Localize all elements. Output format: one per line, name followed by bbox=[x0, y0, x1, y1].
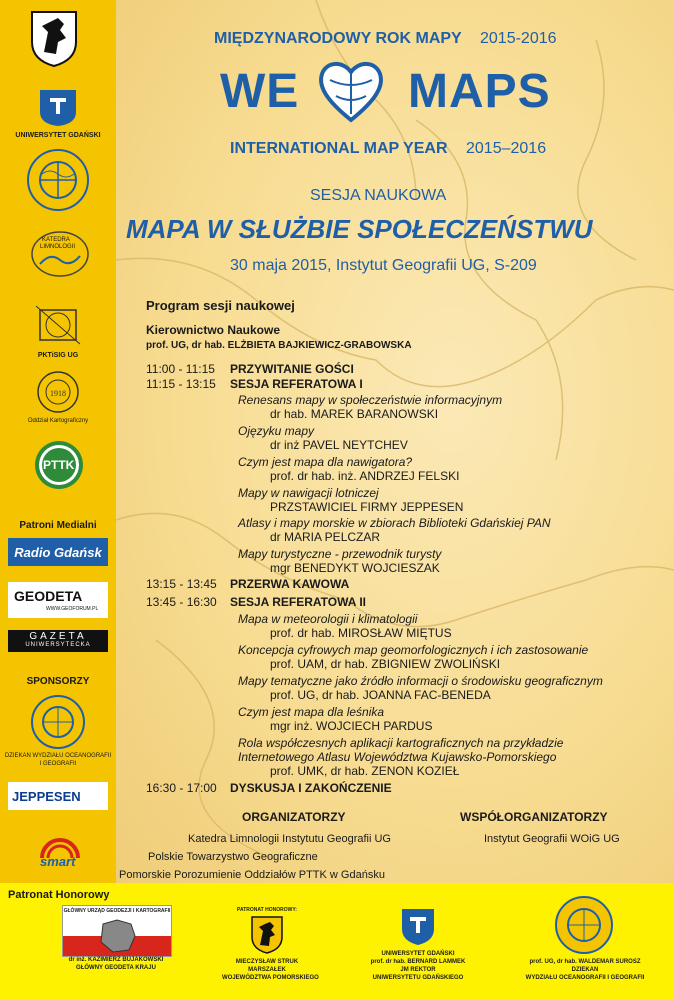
speaker: mgr inż. WOJCIECH PARDUS bbox=[270, 719, 433, 733]
session-title: MAPA W SŁUŻBIE SPOŁECZEŃSTWU bbox=[126, 214, 593, 244]
co-organizers-heading: WSPÓŁORGANIZATORZY bbox=[460, 810, 608, 824]
year-title: MIĘDZYNARODOWY ROK MAPY bbox=[214, 30, 462, 47]
marshal-region: WOJEWÓDZTWA POMORSKIEGO bbox=[222, 975, 319, 981]
patronat-small-label: PATRONAT HONOROWY: bbox=[237, 907, 297, 913]
organizer-item: Polskie Towarzystwo Geograficzne bbox=[148, 851, 318, 863]
time-slot: 16:30 - 17:00 bbox=[146, 781, 217, 795]
pttk-label: PTTK bbox=[43, 458, 75, 472]
rector-name: prof. dr hab. BERNARD LAMMEK bbox=[370, 959, 466, 965]
smart-label: smart bbox=[40, 854, 76, 869]
gazeta-logo bbox=[8, 630, 108, 652]
oddzial-label: Oddział Kartograficzny bbox=[27, 418, 89, 424]
honorary-patronage-bar bbox=[0, 883, 674, 1000]
dean-faculty: WYDZIAŁU OCEANOGRAFII I GEOGRAFII bbox=[525, 975, 645, 981]
subtitle: INTERNATIONAL MAP YEAR bbox=[230, 140, 448, 157]
speaker: prof. UMK, dr hab. ZENON KOZIEŁ bbox=[270, 764, 460, 778]
we-label: WE bbox=[220, 65, 300, 118]
oceanography-globe-icon bbox=[26, 148, 90, 212]
geoforum-label: WWW.GEOFORUM.PL bbox=[46, 606, 99, 612]
speaker: dr inż PAVEL NEYTCHEV bbox=[270, 438, 408, 452]
ug-name: UNIWERSYTET GDAŃSKI bbox=[381, 951, 455, 957]
session-label: SESJA NAUKOWA bbox=[310, 187, 447, 204]
speaker: prof. dr hab. MIROSŁAW MIĘTUS bbox=[270, 626, 452, 640]
katedra-label: KATEDRA bbox=[42, 237, 70, 243]
talk-title: Rola współczesnych aplikacji kartograficznych na przykładzie bbox=[238, 736, 564, 750]
marshal-role: MARSZAŁEK bbox=[248, 967, 286, 973]
jeppesen-logo bbox=[8, 782, 108, 810]
main-panel bbox=[116, 0, 674, 883]
dean-globe-icon bbox=[30, 694, 86, 750]
rector-university: UNIWERSYTETU GDAŃSKIEGO bbox=[372, 975, 464, 981]
speaker: dr hab. MAREK BARANOWSKI bbox=[270, 407, 439, 421]
speaker: dr MARIA PELCZAR bbox=[270, 530, 381, 544]
agenda-title: SESJA REFERATOWA I bbox=[230, 377, 363, 391]
griffin-crest-small-icon bbox=[250, 915, 284, 955]
marshal-name: MIECZYSŁAW STRUK bbox=[235, 959, 299, 965]
gazeta-sub-label: UNIWERSYTECKA bbox=[25, 642, 91, 648]
director-name: prof. UG, dr hab. ELŻBIETA BAJKIEWICZ-GRABOWSKA bbox=[146, 340, 412, 351]
geodeta-logo bbox=[8, 582, 108, 618]
ptg-seal-icon bbox=[36, 370, 80, 414]
dean-role: DZIEKAN bbox=[571, 967, 599, 973]
speaker: prof. UAM, dr hab. ZBIGNIEW ZWOLIŃSKI bbox=[270, 657, 501, 671]
griffin-crest-icon bbox=[28, 8, 80, 68]
talk-title-line2: Internetowego Atlasu Województwa Kujawsko-Pomorskiego bbox=[238, 750, 557, 764]
limnologii-label: LIMNOLOGII bbox=[40, 244, 76, 250]
gugik-logo bbox=[62, 905, 172, 957]
speaker: PRZSTAWICIEL FIRMY JEPPESEN bbox=[270, 500, 464, 514]
talk-title: Mapy turystyczne - przewodnik turysty bbox=[238, 547, 442, 561]
honorary-heading: Patronat Honorowy bbox=[8, 889, 110, 901]
ug-logo-icon bbox=[36, 88, 80, 128]
subtitle-years: 2015–2016 bbox=[466, 140, 547, 157]
gugik-role: GŁÓWNY GEODETA KRAJU bbox=[76, 965, 156, 971]
talk-title: Ojęzyku mapy bbox=[238, 424, 315, 438]
speaker: mgr BENEDYKT WOJCIESZAK bbox=[270, 561, 440, 575]
talk-title: Koncepcja cyfrowych map geomorfologicznych i ich zastosowanie bbox=[238, 643, 589, 657]
radio-gdansk-logo bbox=[8, 538, 108, 566]
agenda-title: SESJA REFERATOWA II bbox=[230, 595, 367, 609]
agenda-title: DYSKUSJA I ZAKOŃCZENIE bbox=[230, 781, 392, 795]
co-organizer-item: Instytut Geografii WOiG UG bbox=[484, 833, 620, 845]
time-slot: 11:00 - 11:15 bbox=[146, 362, 215, 376]
pktisig-label: PKTiSIG UG bbox=[37, 352, 79, 359]
talk-title: Renesans mapy w społeczeństwie informacyjnym bbox=[238, 393, 503, 407]
session-date-place: 30 maja 2015, Instytut Geografii UG, S-209 bbox=[230, 257, 537, 274]
time-slot: 11:15 - 13:15 bbox=[146, 377, 216, 391]
talk-title: Czym jest mapa dla leśnika bbox=[238, 705, 385, 719]
time-slot: 13:15 - 13:45 bbox=[146, 577, 217, 591]
organizer-item: Katedra Limnologii Instytutu Geografii UG bbox=[188, 833, 391, 845]
time-slot: 13:45 - 16:30 bbox=[146, 595, 217, 609]
svg-text:1918: 1918 bbox=[50, 389, 66, 398]
year-range: 2015-2016 bbox=[480, 30, 557, 47]
geodeta-label: GEODETA bbox=[14, 588, 83, 604]
speaker: prof. dr hab. inż. ANDRZEJ FELSKI bbox=[270, 469, 460, 483]
rector-role: JM REKTOR bbox=[400, 967, 436, 973]
poland-map-icon bbox=[97, 918, 137, 954]
dean-caption: DZIEKAN WYDZIAŁU OCEANOGRAFII I GEOGRAFII bbox=[4, 753, 112, 767]
dean-name: prof. UG, dr hab. WALDEMAR SUROSZ bbox=[529, 959, 641, 965]
talk-title: Atlasy i mapy morskie w zbiorach Biblioteki Gdańskiej PAN bbox=[238, 516, 551, 530]
talk-title: Mapa w meteorologii i klimatologii bbox=[238, 612, 418, 626]
ug-label: UNIWERSYTET GDAŃSKI bbox=[15, 132, 101, 139]
gazeta-label: GAZETA bbox=[29, 631, 87, 642]
talk-title: Czym jest mapa dla nawigatora? bbox=[238, 455, 413, 469]
heart-globe-icon bbox=[316, 56, 386, 126]
agenda-title: PRZERWA KAWOWA bbox=[230, 577, 350, 591]
sponsors-heading: SPONSORZY bbox=[26, 676, 90, 687]
jeppesen-label: JEPPESEN bbox=[12, 789, 81, 804]
ug-logo-small-icon bbox=[398, 907, 438, 947]
maps-label: MAPS bbox=[408, 65, 551, 118]
gugik-label: GŁÓWNY URZĄD GEODEZJI I KARTOGRAFII bbox=[63, 908, 171, 914]
sidebar bbox=[0, 0, 116, 883]
radio-gdansk-label: Radio Gdańsk bbox=[14, 544, 102, 560]
media-heading: Patroni Medialni bbox=[19, 520, 97, 531]
agenda-title: PRZYWITANIE GOŚCI bbox=[230, 362, 354, 376]
organizers-heading: ORGANIZATORZY bbox=[242, 810, 346, 824]
gugik-name: dr inż. KAZIMIERZ BUJAKOWSKI bbox=[68, 957, 164, 963]
talk-title: Mapy tematyczne jako źródło informacji o środowisku geograficznym bbox=[238, 674, 603, 688]
talk-title: Mapy w nawigacji lotniczej bbox=[238, 486, 379, 500]
direction-label: Kierownictwo Naukowe bbox=[146, 323, 281, 337]
program-heading: Program sesji naukowej bbox=[146, 298, 295, 313]
speaker: prof. UG, dr hab. JOANNA FAC-BENEDA bbox=[270, 688, 491, 702]
pktisig-logo-icon bbox=[32, 304, 84, 348]
oceanography-globe-small-icon bbox=[554, 895, 614, 955]
organizer-item: Pomorskie Porozumienie Oddziałów PTTK w Gdańsku bbox=[119, 869, 385, 881]
